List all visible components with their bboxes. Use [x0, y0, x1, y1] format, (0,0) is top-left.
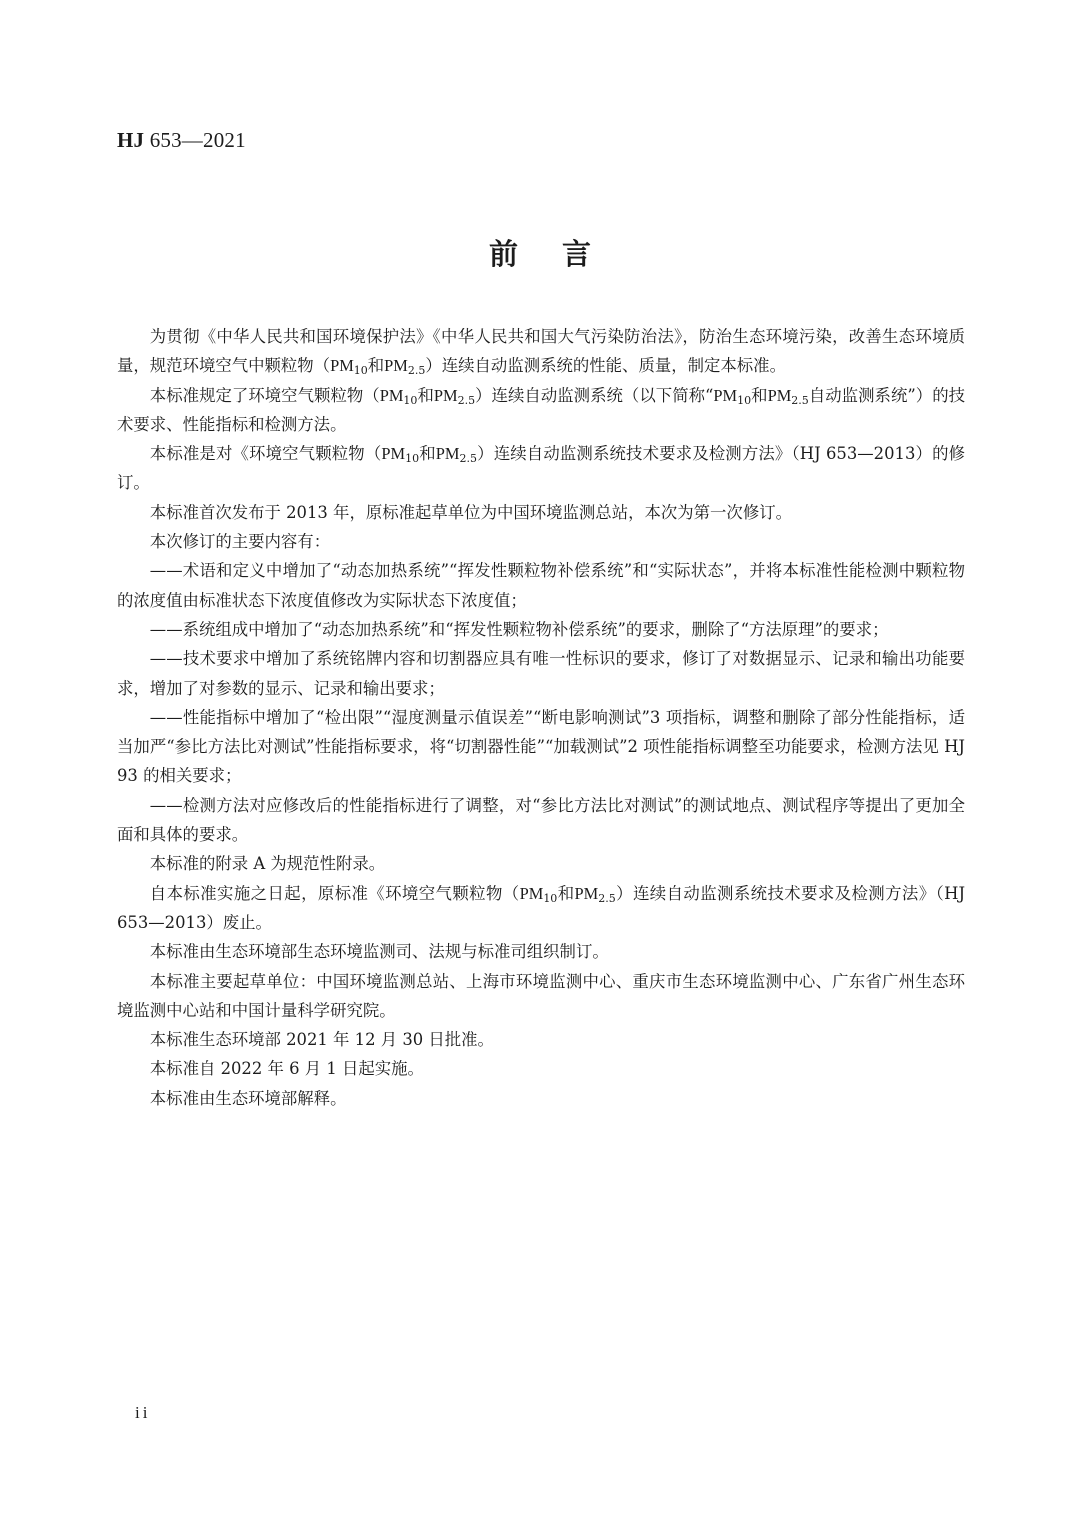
text-segment: 和	[419, 444, 436, 464]
paragraph-changes-intro: 本次修订的主要内容有：	[149, 532, 331, 552]
subscript-2-5: 2.5	[407, 364, 426, 378]
paragraph-scope	[117, 381, 965, 440]
text-segment: ）连续自动监测系统（以下简称“	[475, 385, 714, 405]
change-item-terms: ——术语和定义中增加了“动态加热系统”“挥发性颗粒物补偿系统”和“实际状态”，并将本标准性能检测中颗粒物的浓度值由标准状态下浓度值修改为实际状态下浓度值；	[117, 561, 965, 610]
pm-label: PM	[574, 883, 599, 903]
subscript-2-5: 2.5	[598, 891, 616, 905]
text-segment: ）连续自动监测系统技术要求及检测方法》（HJ 653—2013）的修订。	[117, 444, 966, 493]
pm-label: PM	[384, 356, 408, 376]
text-segment: 为贯彻《中华人民共和国环境保护法》《中华人民共和国大气污染防治法》，防治生态环境污染，改善生态环境质量，规范环境空气中颗粒物（	[117, 327, 965, 376]
change-item-composition: ——系统组成中增加了“动态加热系统”和“挥发性颗粒物补偿系统”的要求，删除了“方法原理”的要求；	[149, 619, 889, 639]
change-item-methods: ——检测方法对应修改后的性能指标进行了调整，对“参比方法比对测试”的测试地点、测试程序等提出了更加全面和具体的要求。	[117, 795, 965, 845]
subscript-2-5: 2.5	[459, 452, 477, 466]
page-title: 前言	[488, 237, 635, 271]
subscript-10: 10	[737, 393, 752, 407]
paragraph-appendix: 本标准的附录 A 为规范性附录。	[149, 854, 386, 874]
paragraph-drafters: 本标准主要起草单位：中国环境监测总站、上海市环境监测中心、重庆市生态环境监测中心、广东省广州生态环境监测中心站和中国计量科学研究院。	[117, 971, 965, 1020]
text-segment: 和	[751, 385, 768, 405]
pm-label: PM	[379, 385, 404, 405]
paragraph-history: 本标准首次发布于 2013 年，原标准起草单位为中国环境监测总站，本次为第一次修订。	[149, 502, 792, 522]
subscript-10: 10	[403, 393, 418, 407]
pm-label: PM	[435, 444, 460, 464]
paragraph-approval: 本标准生态环境部 2021 年 12 月 30 日批准。	[149, 1030, 494, 1050]
text-segment: 自本标准实施之日起，原标准《环境空气颗粒物（	[149, 883, 520, 903]
subscript-2-5: 2.5	[791, 393, 809, 407]
text-segment: 和	[367, 356, 385, 376]
pm-label: PM	[381, 444, 406, 464]
subscript-2-5: 2.5	[457, 393, 476, 407]
pm-label: PM	[433, 385, 458, 405]
text-segment: 和	[557, 883, 575, 903]
text-segment: 本标准规定了环境空气颗粒物（	[149, 385, 380, 405]
text-segment: 本标准是对《环境空气颗粒物（	[149, 444, 382, 464]
pm-label: PM	[767, 385, 792, 405]
paragraph-effective: 本标准自 2022 年 6 月 1 日起实施。	[149, 1059, 424, 1079]
pm-label: PM	[519, 883, 544, 903]
paragraph-supersede	[117, 879, 965, 938]
subscript-10: 10	[543, 891, 558, 905]
standard-number: 653—2021	[149, 128, 246, 152]
subscript-10: 10	[405, 452, 420, 466]
paragraph-interpretation: 本标准由生态环境部解释。	[149, 1088, 347, 1108]
foreword-body	[117, 322, 965, 1113]
pm-label: PM	[713, 385, 738, 405]
standard-prefix: HJ	[117, 128, 145, 152]
paragraph-organizer: 本标准由生态环境部生态环境监测司、法规与标准司组织制订。	[149, 942, 609, 962]
document-code	[117, 128, 246, 153]
change-item-performance: ——性能指标中增加了“检出限”“湿度测量示值误差”“断电影响测试”3 项指标，调整和删除了部分性能指标，适当加严“参比方法比对测试”性能指标要求，将“切割器性能”“加载测试”2 项性能指标调整至功能要求，检测方法见 HJ 93 的相关要求；	[117, 707, 965, 786]
text-segment: 自动监测系统”）的技术要求、性能指标和检测方法。	[117, 385, 966, 434]
text-segment: 和	[417, 385, 434, 405]
subscript-10: 10	[353, 364, 368, 378]
text-segment: ）连续自动监测系统技术要求及检测方法》（HJ 653—2013）废止。	[117, 883, 966, 932]
page-number: ii	[135, 1403, 151, 1422]
change-item-technical: ——技术要求中增加了系统铭牌内容和切割器应具有唯一性标识的要求，修订了对数据显示、记录和输出功能要求，增加了对参数的显示、记录和输出要求；	[117, 649, 965, 698]
pm-label: PM	[330, 356, 354, 376]
paragraph-purpose	[117, 322, 965, 381]
paragraph-revision-of	[117, 439, 965, 498]
text-segment: ）连续自动监测系统的性能、质量，制定本标准。	[425, 356, 786, 376]
